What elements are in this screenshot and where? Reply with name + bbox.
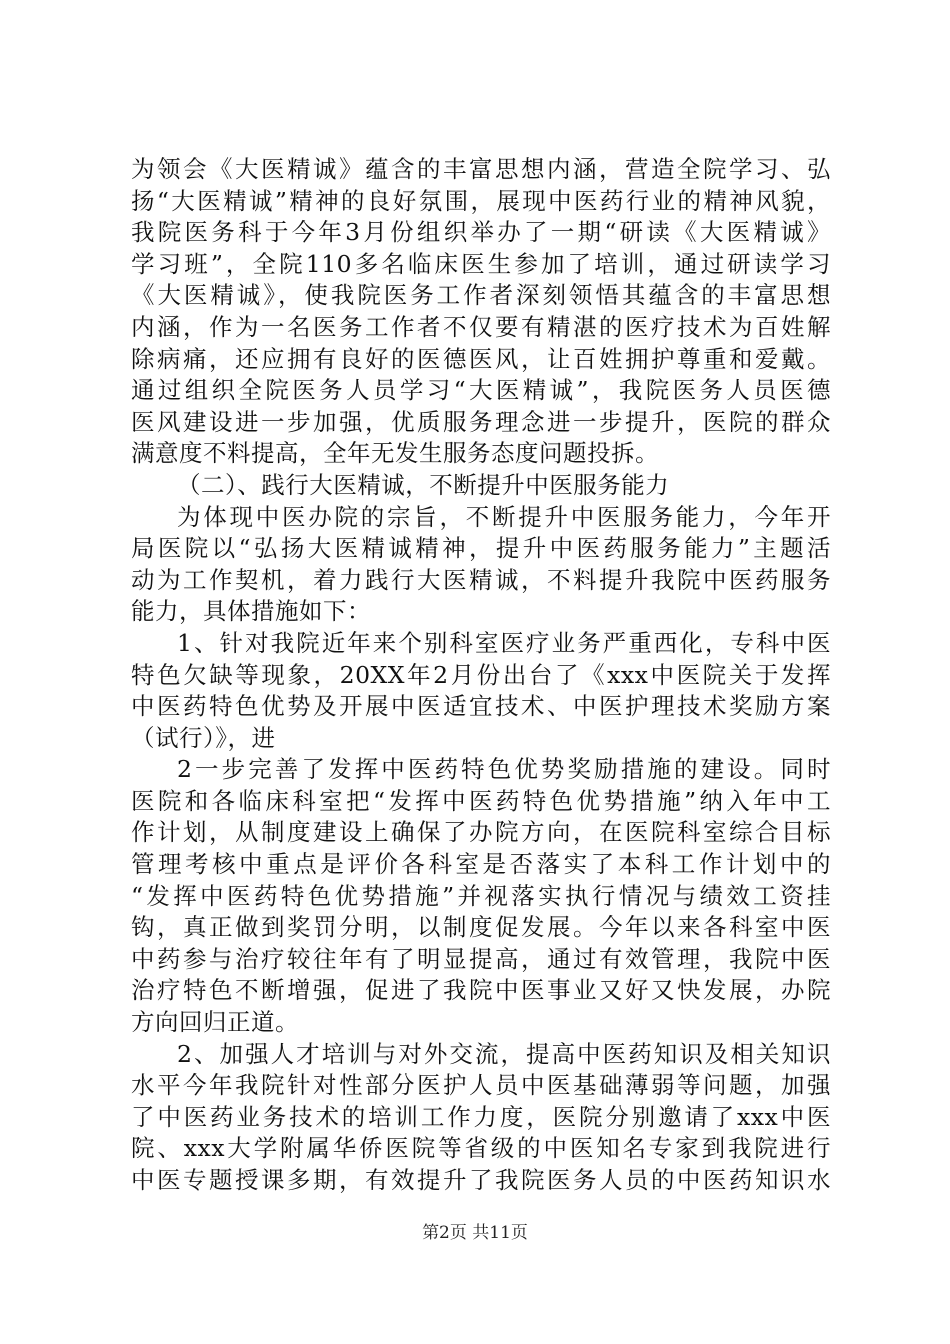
- text-line: 学习班”，全院110多名临床医生参加了培训，通过研读学习: [131, 249, 831, 278]
- text-line: 特色欠缺等现象，20XX年2月份出台了《xxx中医院关于发挥: [131, 660, 831, 689]
- text-line: 医院和各临床科室把“发挥中医药特色优势措施”纳入年中工: [131, 786, 831, 815]
- text-line: 管理考核中重点是评价各科室是否落实了本科工作计划中的: [131, 850, 831, 879]
- text-line: 我院医务科于今年3月份组织举办了一期“研读《大医精诚》: [131, 218, 831, 247]
- text-line: 医风建设进一步加强，优质服务理念进一步提升，医院的群众: [131, 407, 831, 436]
- text-line: 为体现中医办院的宗旨，不断提升中医服务能力，今年开: [177, 502, 831, 531]
- document-body: [131, 154, 831, 1197]
- text-line: 动为工作契机，着力践行大医精诚，不料提升我院中医药服务: [131, 565, 831, 594]
- text-line: 方向回归正道。: [131, 1008, 299, 1037]
- text-line: 能力，具体措施如下：: [131, 597, 371, 626]
- text-line: 《大医精诚》，使我院医务工作者深刻领悟其蕴含的丰富思想: [131, 281, 831, 310]
- text-line: 2一步完善了发挥中医药特色优势奖励措施的建设。同时: [177, 755, 831, 784]
- text-line: 1、针对我院近年来个别科室医疗业务严重西化，专科中医: [177, 628, 831, 657]
- text-line: 院、xxx大学附属华侨医院等省级的中医知名专家到我院进行: [131, 1134, 831, 1163]
- text-line: 水平今年我院针对性部分医护人员中医基础薄弱等问题，加强: [131, 1071, 831, 1100]
- text-line: 通过组织全院医务人员学习“大医精诚”，我院医务人员医德: [131, 376, 831, 405]
- text-line: 治疗特色不断增强，促进了我院中医事业又好又快发展，办院: [131, 976, 831, 1005]
- text-line: 内涵，作为一名医务工作者不仅要有精湛的医疗技术为百姓解: [131, 312, 831, 341]
- text-line: 了中医药业务技术的培训工作力度，医院分别邀请了xxx中医: [131, 1102, 831, 1131]
- text-line: 扬“大医精诚”精神的良好氛围，展现中医药行业的精神风貌，: [131, 186, 831, 215]
- text-line: 中药参与治疗较往年有了明显提高，通过有效管理，我院中医: [131, 944, 831, 973]
- text-line: 局医院以“弘扬大医精诚精神，提升中医药服务能力”主题活: [131, 534, 831, 563]
- text-line: 2、加强人才培训与对外交流，提高中医药知识及相关知识: [177, 1039, 831, 1068]
- text-line: 作计划，从制度建设上确保了办院方向，在医院科室综合目标: [131, 818, 831, 847]
- text-line: 钩，真正做到奖罚分明，以制度促发展。今年以来各科室中医: [131, 913, 831, 942]
- text-line: 中医专题授课多期，有效提升了我院医务人员的中医药知识水: [131, 1166, 831, 1194]
- text-line: “发挥中医药特色优势措施”并视落实执行情况与绩效工资挂: [131, 881, 831, 910]
- page-footer: 第2页 共11页: [422, 1223, 528, 1243]
- text-line: 为领会《大医精诚》蕴含的丰富思想内涵，营造全院学习、弘: [131, 155, 831, 183]
- text-line: （试行）》，进: [131, 723, 276, 752]
- text-line: 除病痛，还应拥有良好的医德医风，让百姓拥护尊重和爱戴。: [131, 344, 831, 373]
- section-heading: （二）、践行大医精诚，不断提升中医服务能力: [177, 470, 670, 499]
- text-line: 满意度不料提高，全年无发生服务态度问题投拆。: [131, 439, 659, 468]
- text-line: 中医药特色优势及开展中医适宜技术、中医护理技术奖励方案: [131, 692, 831, 721]
